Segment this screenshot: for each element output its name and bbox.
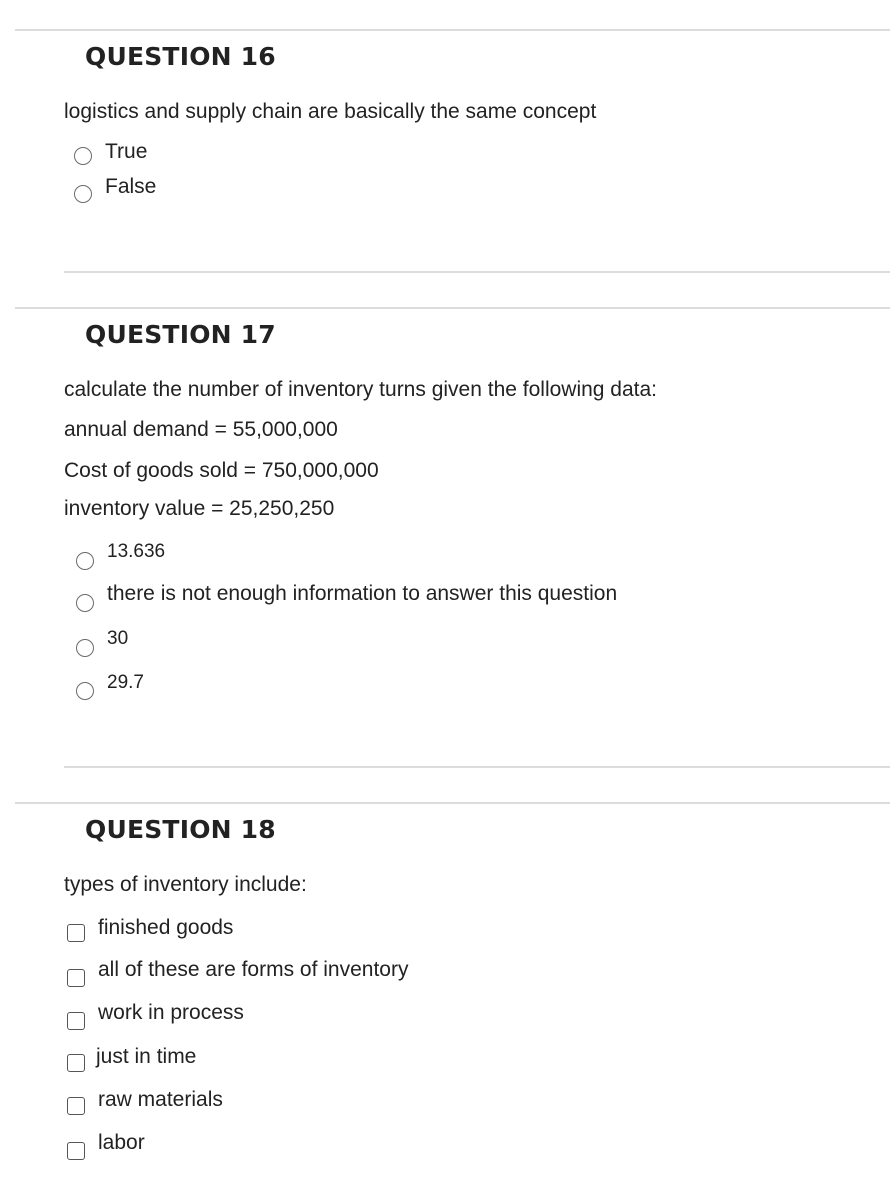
question-17-prompt: calculate the number of inventory turns given the following data: <box>64 378 658 401</box>
question-17-top-divider <box>15 307 890 309</box>
question-16-title: QUESTION 16 <box>85 42 276 71</box>
question-17-data-line: annual demand = 55,000,000 <box>64 418 338 441</box>
question-16-option-true[interactable] <box>70 140 190 170</box>
question-18-option-label: finished goods <box>98 916 234 939</box>
question-17-data-line: Cost of goods sold = 750,000,000 <box>64 459 379 482</box>
question-18-top-divider <box>15 802 890 804</box>
question-17-option-4[interactable] <box>72 671 272 703</box>
question-18-prompt: types of inventory include: <box>64 873 307 896</box>
question-16-radio-false[interactable] <box>74 185 92 203</box>
question-17-radio-3[interactable] <box>76 639 94 657</box>
question-17-option-label: 13.636 <box>107 541 166 562</box>
question-17-option-label: 30 <box>107 628 129 649</box>
question-16-option-label: False <box>105 175 157 198</box>
question-18-option-4[interactable] <box>66 1045 366 1077</box>
question-16-bottom-divider <box>64 271 890 273</box>
question-17-option-1[interactable] <box>72 540 272 572</box>
question-17-radio-4[interactable] <box>76 682 94 700</box>
question-18-option-label: labor <box>98 1131 145 1154</box>
question-17-radio-2[interactable] <box>76 594 94 612</box>
question-18-option-label: just in time <box>96 1045 197 1068</box>
question-17-option-2[interactable] <box>72 582 672 616</box>
question-18-title: QUESTION 18 <box>85 815 276 844</box>
question-17-title: QUESTION 17 <box>85 320 276 349</box>
question-18-checkbox-6[interactable] <box>67 1142 85 1160</box>
question-18-checkbox-3[interactable] <box>67 1012 85 1030</box>
question-16-option-label: True <box>105 140 148 163</box>
question-18-option-6[interactable] <box>66 1131 366 1165</box>
question-18-option-2[interactable] <box>66 958 486 990</box>
question-16-top-divider <box>15 29 890 31</box>
question-18-checkbox-2[interactable] <box>67 969 85 987</box>
question-17-option-label: there is not enough information to answer this question <box>107 582 618 605</box>
question-16-option-false[interactable] <box>70 175 190 205</box>
question-17-data-line: inventory value = 25,250,250 <box>64 497 335 520</box>
question-17-bottom-divider <box>64 766 890 768</box>
question-18-option-label: raw materials <box>98 1088 223 1111</box>
question-18-checkbox-5[interactable] <box>67 1097 85 1115</box>
question-17-option-3[interactable] <box>72 627 272 659</box>
question-18-option-3[interactable] <box>66 1001 366 1033</box>
question-18-option-5[interactable] <box>66 1088 366 1120</box>
question-16-radio-true[interactable] <box>74 147 92 165</box>
question-16-prompt: logistics and supply chain are basically the same concept <box>64 100 597 123</box>
question-18-checkbox-1[interactable] <box>67 924 85 942</box>
question-17-radio-1[interactable] <box>76 552 94 570</box>
question-18-checkbox-4[interactable] <box>67 1054 85 1072</box>
question-18-option-label: work in process <box>98 1001 244 1024</box>
question-18-option-label: all of these are forms of inventory <box>98 958 409 981</box>
question-18-option-1[interactable] <box>66 916 366 948</box>
question-17-option-label: 29.7 <box>107 672 144 693</box>
